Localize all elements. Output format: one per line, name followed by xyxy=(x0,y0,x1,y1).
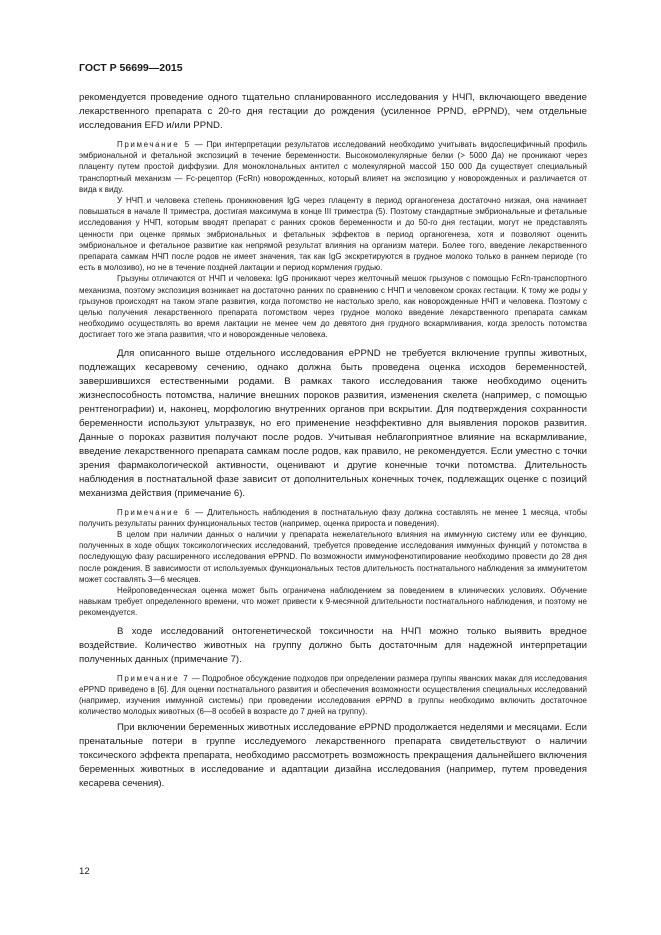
note-5 xyxy=(79,139,587,195)
note-5-text: — При интерпретации результатов исследований необходимо учитывать видоспецифичный профиль эмбриональной и фетальной экспозиций в течение беременности. Высокомолекулярные белки (> 5000 Да) не проникают через плаценту путем простой диффузии. Для моноклональных антител с молекулярной массой 150 000 Да существует специальный транспортный механизм — Fc-рецептор (FcRn) новорожденных, который влияет на экспозицию у новорожденных и различается от вида к виду. xyxy=(79,140,587,194)
note-7-text: — Подробное обсуждение подходов при определении размера группы яванских макак для исследования ePPND приведено в [6]. Для оценки постнатального развития и обеспечения возможности осуществления специальных исследований (например, изучения иммунной системы) при проведении исследования ePPND в группы необходимо включить достаточное количество молодых животных (6—8 особей в возрасте до 7 дней на группу). xyxy=(79,673,587,717)
paragraph-pregnant-animals: При включении беременных животных исследование ePPND продолжается неделями и месяцами. Если пренатальные потери в группе исследуемого лекарственного препарата свидетельствуют о наличии токсического эффекта препарата, необходимо рассмотреть возможность прекращения дальнейшего включения беременных животных в исследование и адаптации дизайна исследования (например, путем проведения кесарева сечения). xyxy=(79,721,587,789)
note-6 xyxy=(79,507,587,529)
page-number: 12 xyxy=(79,866,90,877)
note-7 xyxy=(79,673,587,718)
page-content xyxy=(79,62,587,791)
note-6-text: — Длительность наблюдения в постнатальную фазу должна составлять не менее 1 месяца, чтобы получить результаты ранних функциональных тестов (например, оценка прироста и поведения). xyxy=(79,507,587,528)
note-paragraph-immune: В целом при наличии данных о наличии у препарата нежелательного влияния на иммунную систему или ее функцию, полученных в ходе общих токсикологических исследований, требуется проведение исследования иммунных функций у потомства в последующую фазу расширенного исследования ePPND. По возможности иммунофенотипирование необходимо провести до 28 дня после рождения. В зависимости от используемых функциональных тестов длительность постнатального наблюдения за иммунитетом может составлять 3—6 месяцев. xyxy=(79,530,587,584)
note-6-label: Примечание 6 xyxy=(117,507,192,517)
note-7-label: Примечание 7 xyxy=(117,673,190,683)
paragraph-group-size: В ходе исследований онтогенетической токсичности на НЧП можно только выявить вредное воздействие. Количество животных на группу должно быть достаточным для надежной интерпретации полученных данных (примечание 7). xyxy=(79,625,587,665)
note-paragraph-rodents: Грызуны отличаются от НЧП и человека: IgG проникают через желточный мешок грызунов с помощью FcRn-транспортного механизма, поэтому экспозиция возникает на достаточно ранних по сравнению с НЧП и человеком сроках гестации. К тому же роды у грызунов происходят на таком этапе развития, когда потомство не настолько зрело, как новорожденные НЧП и человека. Поэтому с целью получения лекарственного препарата потомством через грудное молоко введение лекарственного препарата самкам необходимо осуществлять во время лактации не менее чем до девятого дня грудного вскармливания, когда зрелость потомства достигает того же этапа развития, что и новорожденные человека. xyxy=(79,274,587,340)
note-paragraph-neurobehavior: Нейроповеденческая оценка может быть ограничена наблюдением за поведением в клинических условиях. Обучение навыкам требует определенного времени, что может привести к 9-месячной длительности постнатального наблюдения, и поэтому не рекомендуется. xyxy=(79,586,587,618)
paragraph-1: рекомендуется проведение одного тщательно спланированного исследования у НЧП, включающего введение лекарственного препарата с 20-го дня гестации до рождения (усиленное PPND, ePPND), чем отдельные исследования EFD и/или PPND. xyxy=(79,92,587,131)
document-header: ГОСТ Р 56699—2015 xyxy=(79,62,183,74)
paragraph-eppnd-design: Для описанного выше отдельного исследования ePPND не требуется включение группы животных, подлежащих кесаревому сечению, однако должна быть проведена оценка исходов беременностей, завершившихся естественными родами. В рамках такого исследования также необходимо оценить жизнеспособность потомства, наличие внешних пороков развития, изменения скелета (например, с помощью рентгенографии) и, наконец, морфологию внутренних органов при вскрытии. Для подтверждения сохранности беременности используют ультразвук, но его применение неэффективно для выявления пороков развития. Данные о пороках развития получают после родов. Учитывая неблагоприятное влияние на вскармливание, введение лекарственного препарата самкам после родов, как правило, не рекомендуется. Если уместно с точки зрения фармакологической активности, оценивают и другие конечные точки потомства. Длительность наблюдения в постнатальной фазе зависит от дополнительных конечных точек, подлежащих оценке с позиций механизма действия (примечание 6). xyxy=(79,347,587,499)
note-paragraph-igg-placenta: У НЧП и человека степень проникновения IgG через плаценту в период органогенеза достаточно низкая, она начинает повышаться в начале II триместра, достигая максимума в конце III триместра (5). Поэтому стандартные эмбриональные и фетальные исследования у НЧП, которым вводят препарат с ранних сроков беременности и до 50-го дня гестации, могут не представлять ценности при оценке прямых эмбриональных и фетальных эффектов в период органогенеза, хотя и позволяют оценить эмбриональное и фетальное развитие как непрямой результат влияния на организм матери. Более того, введение лекарственного препарата самкам НЧП после родов не имеет значения, так как IgG экскретируются в грудное молоко только в раннем периоде (то есть в молозиво), но не в течение поздней лактации и период кормления грудью. xyxy=(79,196,587,273)
note-5-label: Примечание 5 xyxy=(117,140,191,149)
